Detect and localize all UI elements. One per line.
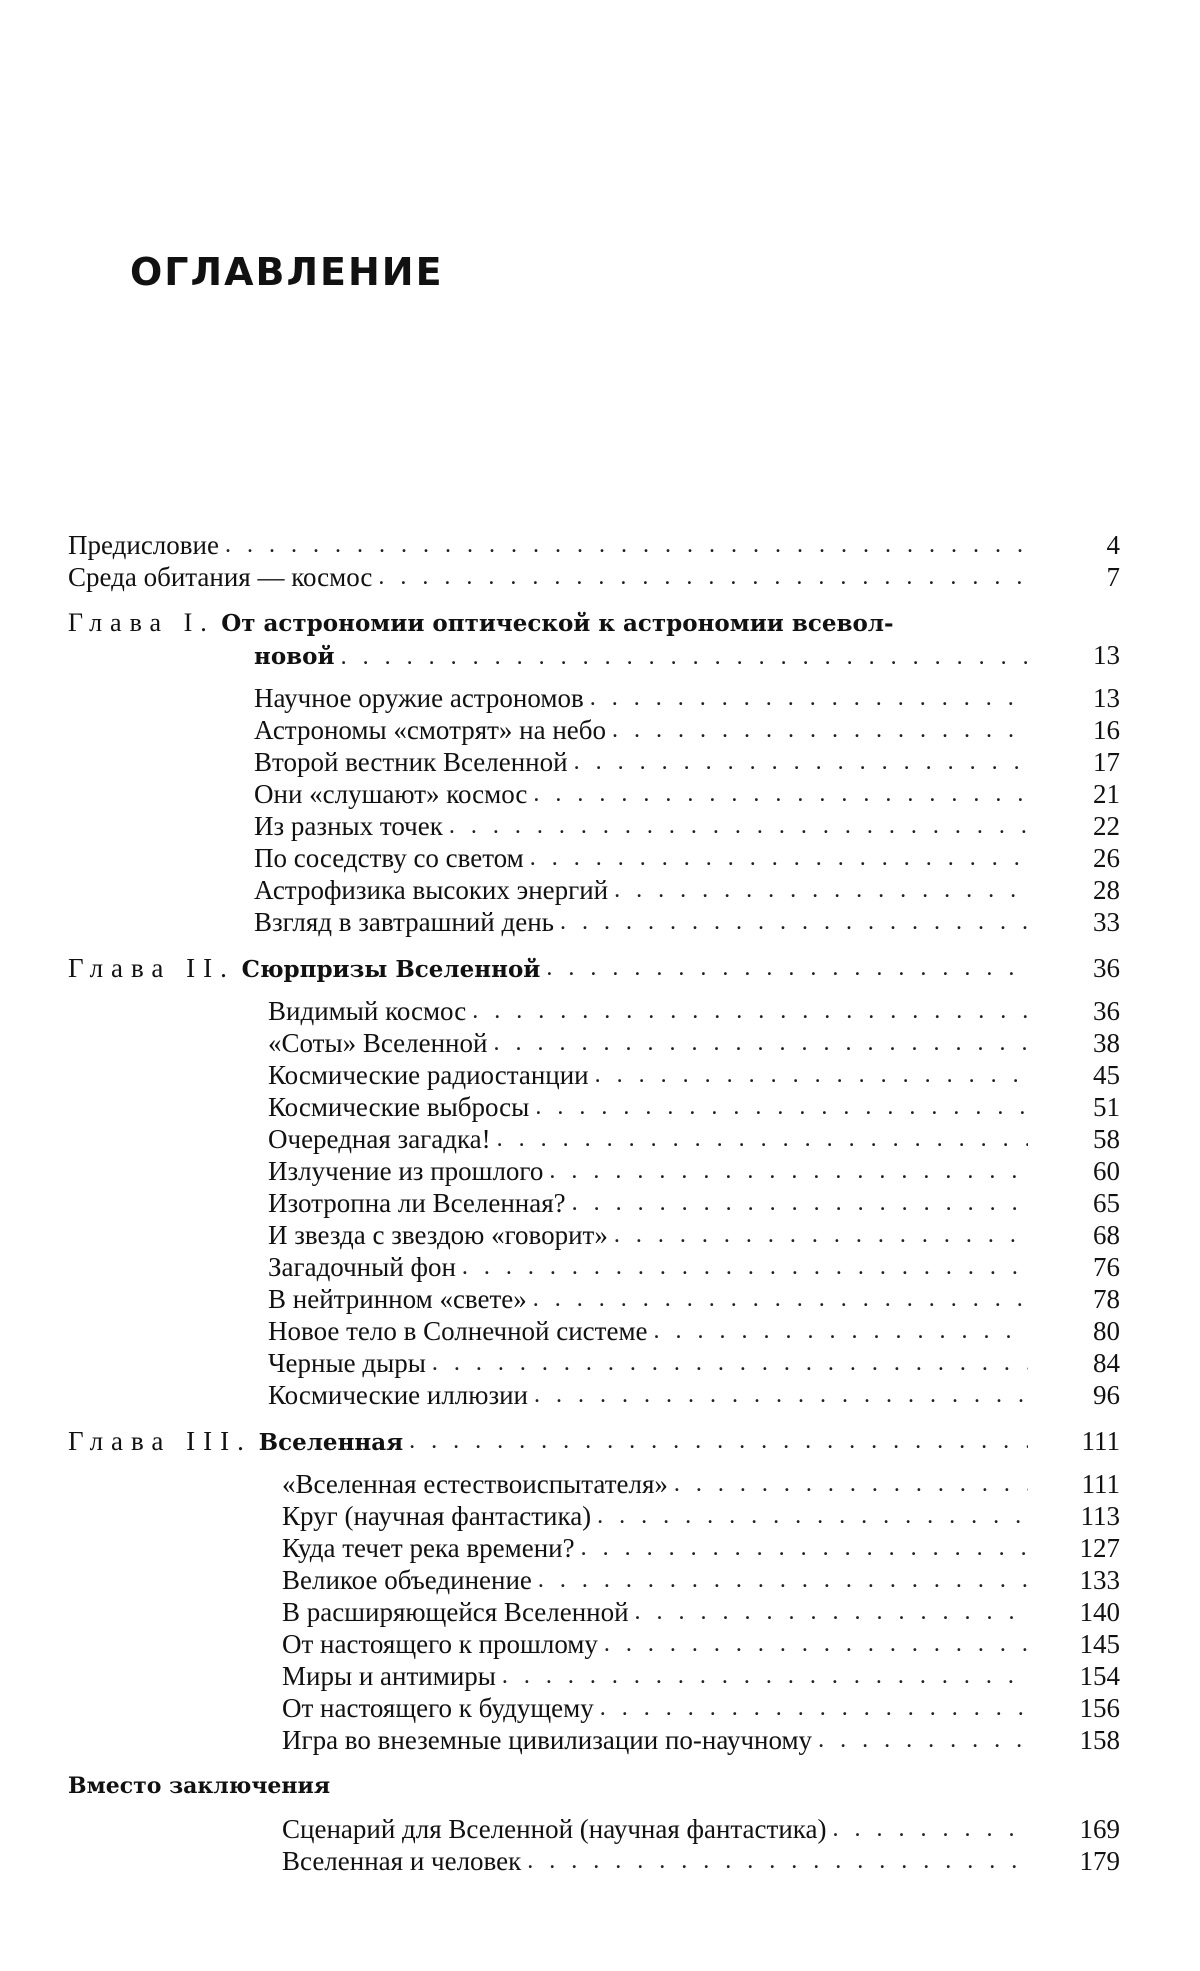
toc-entry[interactable] [68, 1091, 1128, 1123]
chapter-1-title-continued[interactable] [68, 639, 1128, 671]
chapter-label: Глава I. [68, 608, 215, 637]
page-number: 36 [1093, 953, 1120, 983]
page-number: 156 [1079, 1693, 1120, 1723]
entry-title: Куда течет река времени? [282, 1532, 581, 1564]
entry-title: В расширяющейся Вселенной [282, 1596, 635, 1628]
entry-title: Они «слушают» космос [254, 778, 533, 810]
toc-entry[interactable] [68, 1660, 1128, 1692]
entry-title: Второй вестник Вселенной [254, 746, 574, 778]
entry-title: Очередная загадка! [268, 1123, 497, 1155]
dot-leader [560, 906, 1028, 938]
dot-leader [530, 842, 1028, 874]
page-number: 36 [1093, 996, 1120, 1026]
dot-leader [538, 1564, 1028, 1596]
dot-leader [341, 641, 1028, 673]
dot-leader [590, 682, 1028, 714]
page-number: 51 [1093, 1092, 1120, 1122]
dot-leader [534, 1379, 1028, 1411]
page-number: 28 [1093, 875, 1120, 905]
entry-title: Астрофизика высоких энергий [254, 874, 614, 906]
entry-title: Космические радиостанции [268, 1059, 595, 1091]
dot-leader [604, 1628, 1028, 1660]
page-number: 22 [1093, 811, 1120, 841]
chapter-3-heading[interactable] [68, 1425, 1128, 1457]
entry-title: Новое тело в Солнечной системе [268, 1315, 654, 1347]
entry-title: По соседству со светом [254, 842, 530, 874]
toc-entry[interactable] [68, 1500, 1128, 1532]
entry-title: В нейтринном «свете» [268, 1283, 533, 1315]
dot-leader [378, 561, 1028, 593]
toc-entry[interactable] [68, 874, 1128, 906]
page-number: 158 [1079, 1725, 1120, 1755]
page-number: 45 [1093, 1060, 1120, 1090]
page-number: 80 [1093, 1316, 1120, 1346]
toc-entry-preface[interactable] [68, 529, 1128, 561]
entry-title: «Вселенная естествоиспытателя» [282, 1468, 674, 1500]
toc-entry[interactable] [68, 1724, 1128, 1756]
page-number: 17 [1093, 747, 1120, 777]
chapter-title: Вселенная [258, 1429, 404, 1456]
chapter-label: Глава II. [68, 953, 235, 983]
entry-title: Из разных точек [254, 810, 449, 842]
entry-title: Миры и антимиры [282, 1660, 502, 1692]
toc-entry[interactable] [68, 1027, 1128, 1059]
dot-leader [533, 1283, 1028, 1315]
toc-entry[interactable] [68, 714, 1128, 746]
entry-title: Загадочный фон [268, 1251, 462, 1283]
page-number: 76 [1093, 1252, 1120, 1282]
dot-leader [572, 1187, 1028, 1219]
page-number: 111 [1081, 1426, 1120, 1456]
entry-title: От настоящего к будущему [282, 1692, 600, 1724]
dot-leader [597, 1500, 1028, 1532]
table-of-contents [68, 529, 1128, 1877]
page-number: 133 [1079, 1565, 1120, 1595]
entry-title: Сценарий для Вселенной (научная фантастика) [282, 1813, 832, 1845]
toc-entry[interactable] [68, 1379, 1128, 1411]
dot-leader [600, 1692, 1028, 1724]
entry-title: «Соты» Вселенной [268, 1027, 493, 1059]
page-number: 4 [1106, 530, 1120, 560]
page-number: 13 [1093, 640, 1120, 670]
toc-entry[interactable] [68, 810, 1128, 842]
entry-title: Вселенная и человек [282, 1845, 527, 1877]
page-number: 154 [1079, 1661, 1120, 1691]
toc-entry[interactable] [68, 1564, 1128, 1596]
page-number: 111 [1081, 1469, 1120, 1499]
dot-leader [533, 778, 1028, 810]
entry-title: Черные дыры [268, 1347, 432, 1379]
entry-title: Среда обитания — космос [68, 561, 378, 593]
entry-title: Великое объединение [282, 1564, 538, 1596]
chapter-title: Сюрпризы Вселенной [241, 956, 541, 983]
chapter-label: Глава III. [68, 1426, 252, 1456]
toc-entry[interactable] [68, 1251, 1128, 1283]
dot-leader [527, 1845, 1028, 1877]
dot-leader [497, 1123, 1028, 1155]
dot-leader [581, 1532, 1028, 1564]
dot-leader [595, 1059, 1028, 1091]
toc-entry[interactable] [68, 906, 1128, 938]
page-number: 58 [1093, 1124, 1120, 1154]
toc-entry[interactable] [68, 1692, 1128, 1724]
page-number: 65 [1093, 1188, 1120, 1218]
dot-leader [409, 1425, 1028, 1459]
chapter-1-heading[interactable] [68, 607, 1128, 639]
entry-title: Космические иллюзии [268, 1379, 534, 1411]
page-number: 38 [1093, 1028, 1120, 1058]
page-number: 179 [1079, 1846, 1120, 1876]
page-number: 13 [1093, 683, 1120, 713]
page-number: 16 [1093, 715, 1120, 745]
entry-title: Предисловие [68, 529, 225, 561]
dot-leader [614, 1219, 1028, 1251]
page-number: 68 [1093, 1220, 1120, 1250]
toc-entry[interactable] [68, 682, 1128, 714]
dot-leader [225, 529, 1028, 561]
page-number: 140 [1079, 1597, 1120, 1627]
dot-leader [574, 746, 1028, 778]
dot-leader [818, 1724, 1028, 1756]
entry-title: И звезда с звездою «говорит» [268, 1219, 614, 1251]
page-number: 84 [1093, 1348, 1120, 1378]
page-number: 96 [1093, 1380, 1120, 1410]
page-number: 7 [1106, 562, 1120, 592]
dot-leader [462, 1251, 1028, 1283]
chapter-title-continued: новой [254, 641, 341, 673]
dot-leader [549, 1155, 1028, 1187]
dot-leader [535, 1091, 1028, 1123]
toc-entry[interactable] [68, 1315, 1128, 1347]
dot-leader [493, 1027, 1028, 1059]
page-number: 33 [1093, 907, 1120, 937]
page-number: 78 [1093, 1284, 1120, 1314]
dot-leader [449, 810, 1028, 842]
page-number: 169 [1079, 1814, 1120, 1844]
conclusion-heading[interactable]: Вместо заключения [68, 1773, 331, 1799]
toc-entry[interactable] [68, 842, 1128, 874]
chapter-2-heading[interactable] [68, 952, 1128, 984]
toc-entry[interactable] [68, 1155, 1128, 1187]
toc-entry[interactable] [68, 1187, 1128, 1219]
dot-leader [612, 714, 1028, 746]
toc-entry[interactable] [68, 1123, 1128, 1155]
toc-entry[interactable] [68, 1059, 1128, 1091]
toc-entry[interactable] [68, 1628, 1128, 1660]
page-number: 127 [1079, 1533, 1120, 1563]
entry-title: От настоящего к прошлому [282, 1628, 604, 1660]
entry-title: Научное оружие астрономов [254, 682, 590, 714]
page-number: 113 [1080, 1501, 1120, 1531]
entry-title: Игра во внеземные цивилизации по-научному [282, 1724, 818, 1756]
dot-leader [635, 1596, 1028, 1628]
dot-leader [654, 1315, 1028, 1347]
toc-entry[interactable] [68, 1468, 1128, 1500]
page-number: 26 [1093, 843, 1120, 873]
dot-leader [502, 1660, 1028, 1692]
toc-entry[interactable] [68, 1283, 1128, 1315]
dot-leader [832, 1813, 1028, 1845]
entry-title: Астрономы «смотрят» на небо [254, 714, 612, 746]
dot-leader [472, 995, 1028, 1027]
toc-entry[interactable] [68, 1219, 1128, 1251]
toc-entry-habitat[interactable] [68, 561, 1128, 593]
dot-leader [432, 1347, 1028, 1379]
toc-entry[interactable] [68, 1596, 1128, 1628]
dot-leader [546, 952, 1028, 986]
dot-leader [674, 1468, 1028, 1500]
entry-title: Изотропна ли Вселенная? [268, 1187, 572, 1219]
entry-title: Взгляд в завтрашний день [254, 906, 560, 938]
page-number: 60 [1093, 1156, 1120, 1186]
entry-title: Видимый космос [268, 995, 472, 1027]
page-number: 21 [1093, 779, 1120, 809]
page-title: ОГЛАВЛЕНИЕ [130, 250, 444, 294]
toc-entry[interactable] [68, 1813, 1128, 1845]
dot-leader [614, 874, 1028, 906]
page-number: 145 [1079, 1629, 1120, 1659]
entry-title: Космические выбросы [268, 1091, 535, 1123]
toc-entry[interactable] [68, 778, 1128, 810]
toc-entry[interactable] [68, 746, 1128, 778]
toc-entry[interactable] [68, 1347, 1128, 1379]
chapter-title: От астрономии оптической к астрономии всевол- [221, 610, 894, 637]
entry-title: Излучение из прошлого [268, 1155, 549, 1187]
toc-entry[interactable] [68, 995, 1128, 1027]
toc-entry[interactable] [68, 1532, 1128, 1564]
toc-entry[interactable] [68, 1845, 1128, 1877]
entry-title: Круг (научная фантастика) [282, 1500, 597, 1532]
